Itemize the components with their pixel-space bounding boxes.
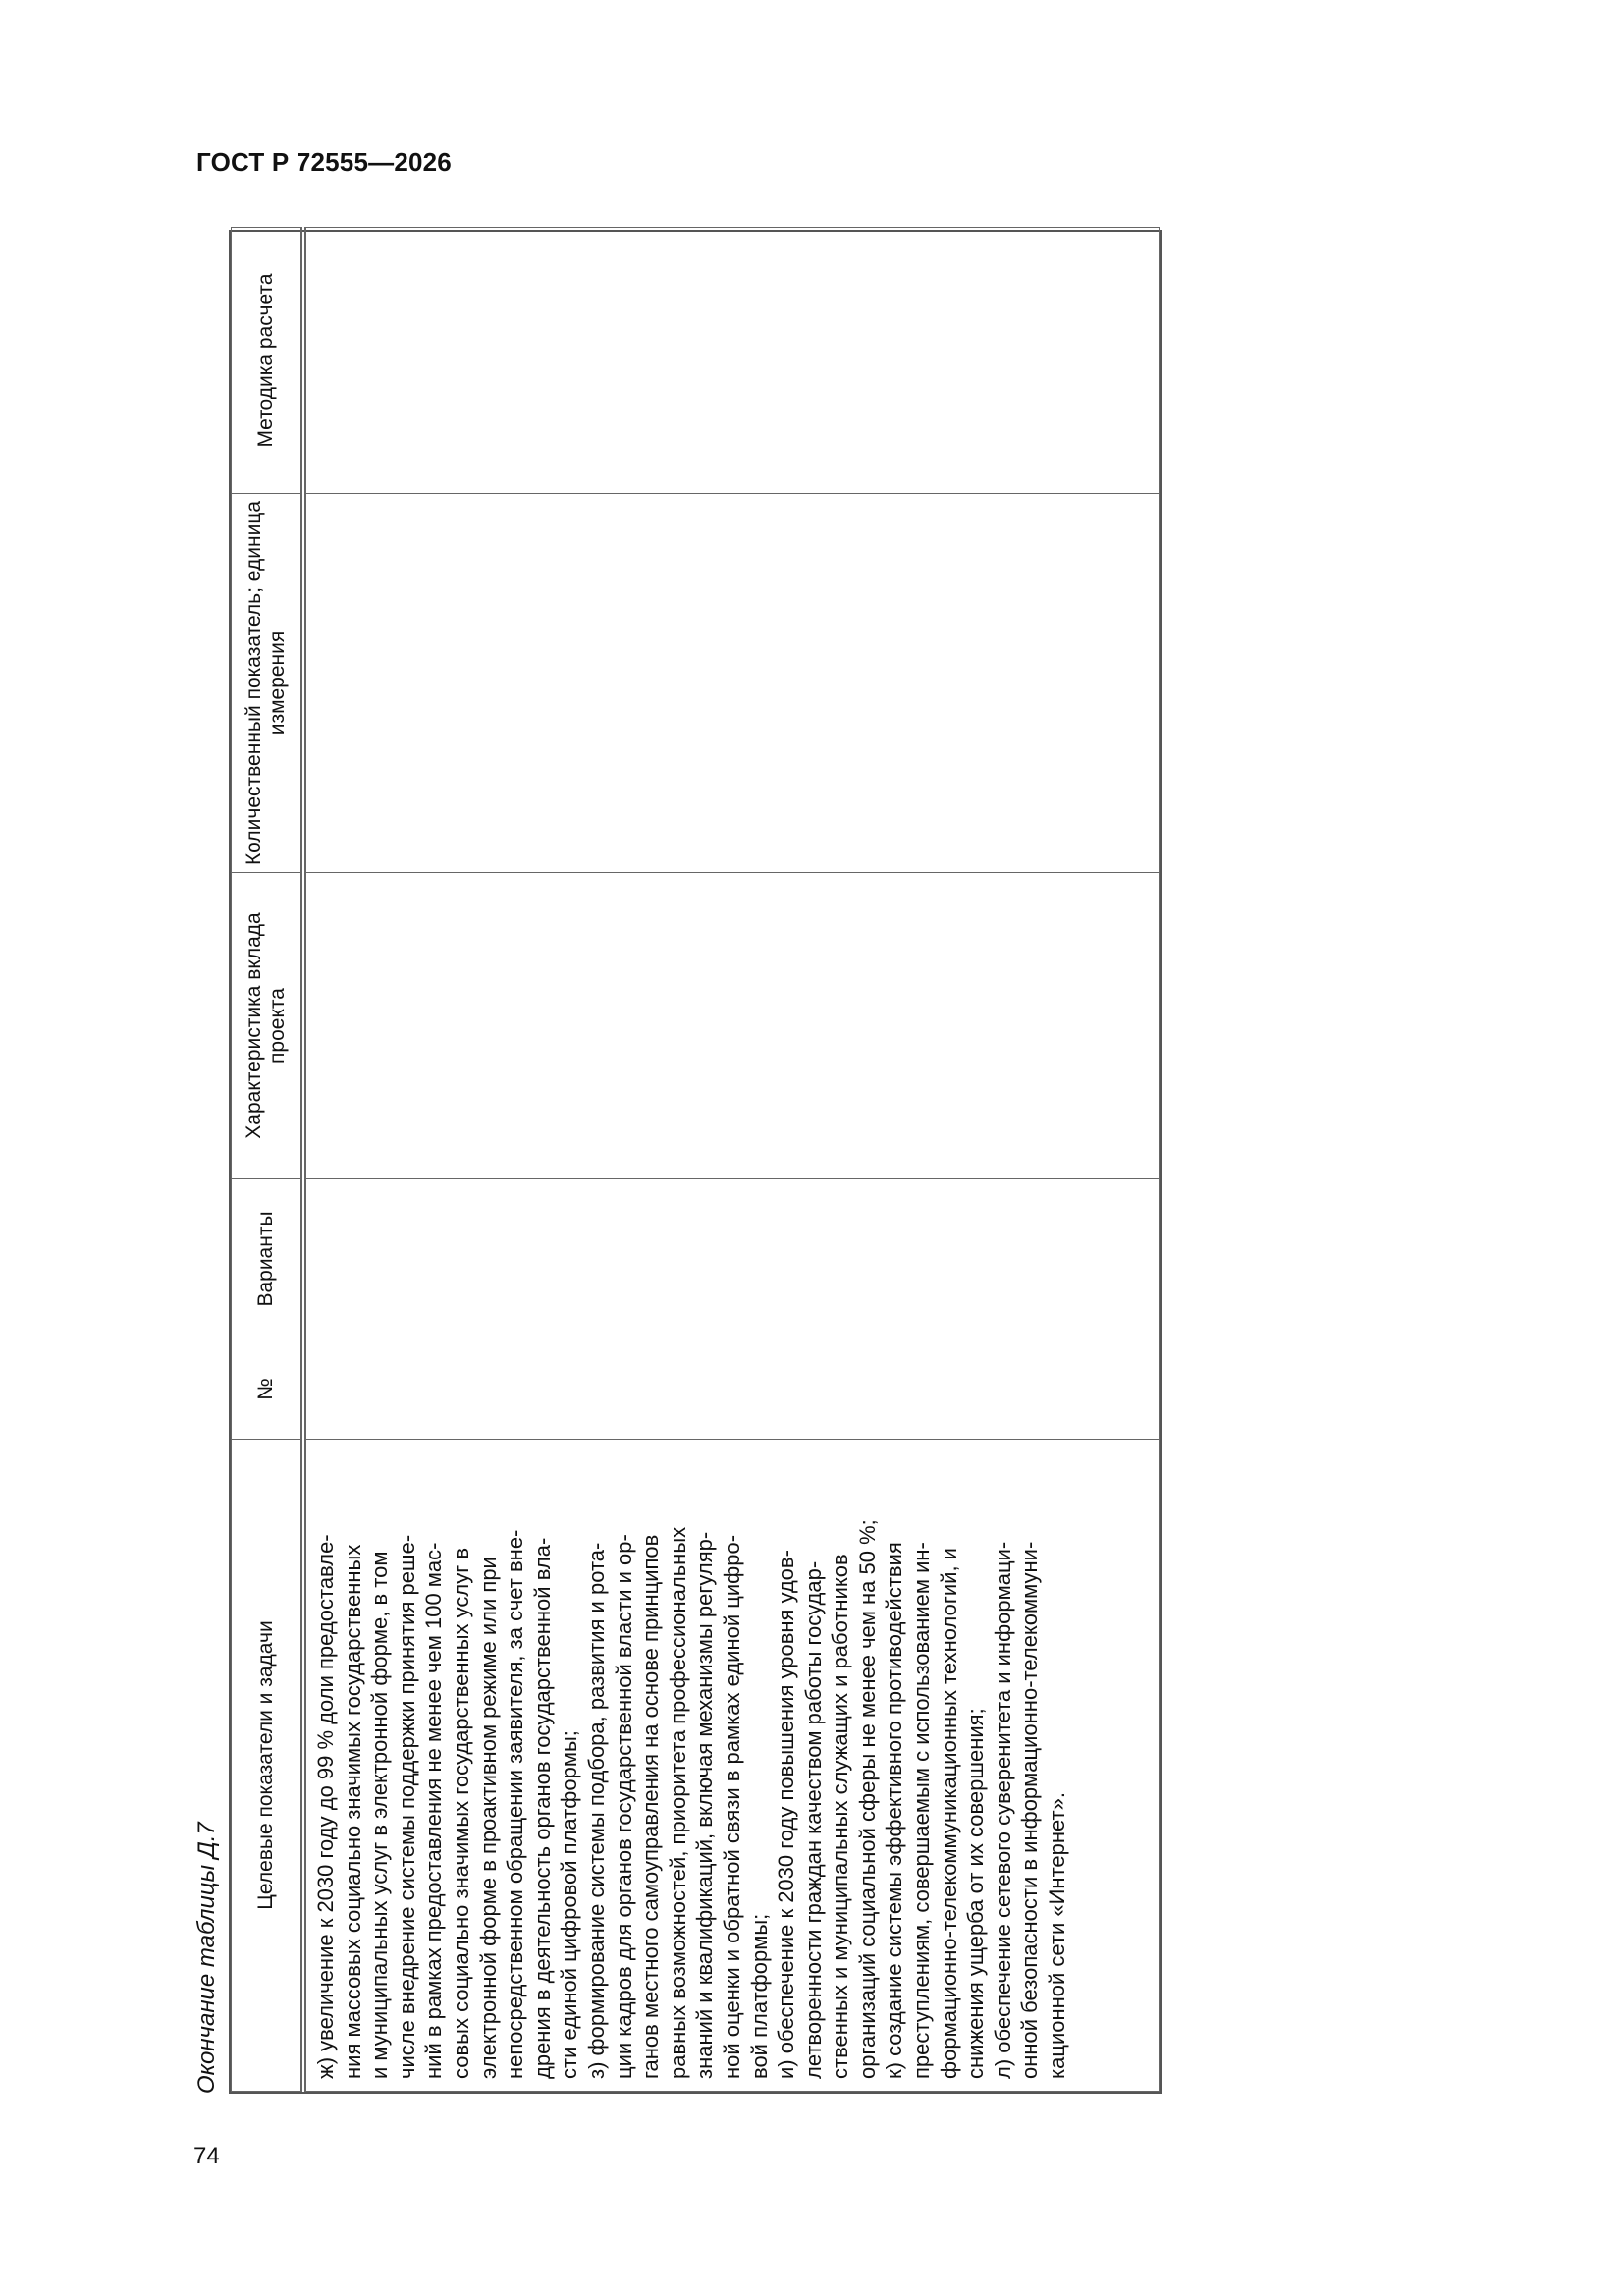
- goals-line: ции кадров для органов государственной власти и ор-: [611, 1534, 636, 2079]
- contribution-cell: [303, 873, 1160, 1179]
- goals-line: числе внедрение системы поддержки принятия реше-: [394, 1534, 419, 2079]
- page-number: 74: [193, 2143, 220, 2169]
- goals-line: равных возможностей, приоритета профессиональных: [665, 1526, 690, 2079]
- table-caption: Окончание таблицы Д.7: [193, 1822, 220, 2094]
- goals-line: ственных и муниципальных служащих и работников: [828, 1554, 853, 2079]
- goals-cell: [303, 1440, 1160, 2092]
- goals-line: дрения в деятельность органов государственной вла-: [529, 1537, 555, 2079]
- table-header-row: [232, 228, 304, 2092]
- goals-line: знаний и квалификаций, включая механизмы регуляр-: [692, 1531, 718, 2079]
- goals-line: формационно-телекоммуникационных технологий, и: [936, 1548, 961, 2079]
- column-header-goals: Целевые показатели и задачи: [232, 1440, 304, 2092]
- number-cell: [303, 1339, 1160, 1440]
- goals-line: ганов местного самоуправления на основе принципов: [638, 1534, 664, 2079]
- table-frame: [229, 230, 1162, 2094]
- column-header-variants: Варианты: [232, 1179, 304, 1339]
- goals-line: кационной сети «Интернет».: [1045, 1792, 1070, 2079]
- goals-line: летворенности граждан качеством работы государ-: [800, 1560, 826, 2079]
- goals-line: онной безопасности в информационно-телекоммуни-: [1017, 1541, 1043, 2079]
- goals-line: организаций социальной сферы не менее чем на 50 %;: [854, 1519, 880, 2079]
- goals-line: ной оценки и обратной связи в рамках единой цифро-: [719, 1534, 744, 2079]
- goals-line: ж) увеличение к 2030 году до 99 % доли предоставле-: [313, 1534, 338, 2079]
- calculation-method-cell: [303, 228, 1160, 494]
- column-header-quantitative-indicator: Количественный показатель; единица измерения: [232, 494, 304, 873]
- column-header-calculation-method: Методика расчета: [232, 228, 304, 494]
- variants-cell: [303, 1179, 1160, 1339]
- quantitative-indicator-cell: [303, 494, 1160, 873]
- table-row: [303, 228, 1160, 2092]
- goals-line: сти единой цифровой платформы;: [557, 1730, 582, 2079]
- goals-line: ния массовых социально значимых государственных: [340, 1544, 365, 2079]
- column-header-contribution: Характеристика вклада проекта: [232, 873, 304, 1179]
- goals-line: совых социально значимых государственных услуг в: [448, 1547, 473, 2079]
- column-header-number: №: [232, 1339, 304, 1440]
- goals-line: непосредственном обращении заявителя, за счет вне-: [503, 1529, 528, 2079]
- goals-line: электронной форме в проактивном режиме или при: [475, 1557, 501, 2079]
- goals-line: преступлениям, совершаемым с использованием ин-: [909, 1542, 935, 2079]
- goals-line: к) создание системы эффективного противодействия: [882, 1542, 907, 2079]
- document-header: ГОСТ Р 72555—2026: [196, 147, 452, 177]
- goals-line: л) обеспечение сетевого суверенитета и информаци-: [990, 1541, 1015, 2079]
- rotated-table-block: [185, 230, 1166, 2094]
- goals-line: и) обеспечение к 2030 году повышения уровня удов-: [774, 1550, 799, 2079]
- goals-line: з) формирование системы подбора, развития и рота-: [583, 1542, 609, 2079]
- goals-line: снижения ущерба от их совершения;: [963, 1708, 989, 2079]
- goals-line: вой платформы;: [746, 1913, 772, 2079]
- data-table: [231, 227, 1160, 2092]
- goals-line: и муниципальных услуг в электронной форме, в том: [367, 1551, 393, 2079]
- goals-text: [306, 1440, 1071, 2091]
- goals-line: ний в рамках предоставления не менее чем 100 мас-: [421, 1542, 447, 2079]
